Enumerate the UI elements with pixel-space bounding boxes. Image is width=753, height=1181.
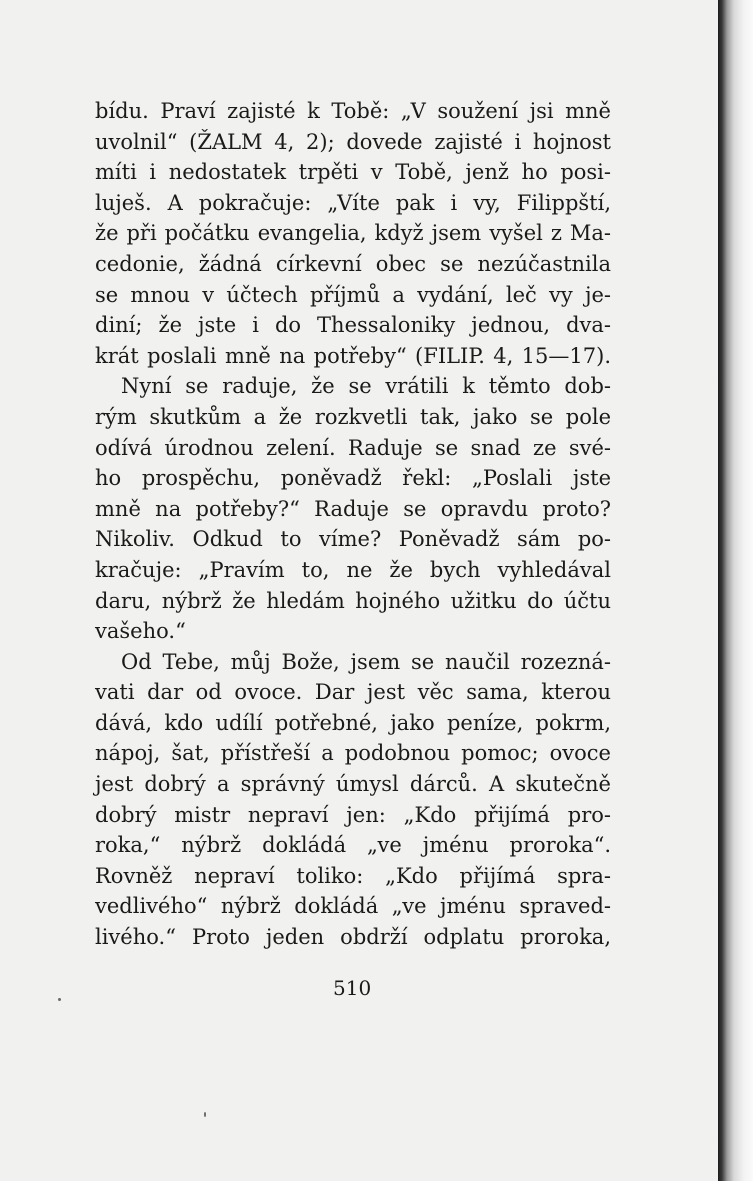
text-line: vedlivého“ nýbrž dokládá „ve jménu spraved- (95, 894, 611, 919)
text-line: míti i nedostatek trpěti v Tobě, jenž ho posi- (95, 160, 611, 185)
text-line: luješ. A pokračuje: „Víte pak i vy, Filippští, (95, 190, 611, 215)
text-line: jest dobrý a správný úmysl dárců. A skutečně (95, 772, 611, 797)
text-line: mně na potřeby?“ Raduje se opravdu proto? (95, 496, 611, 521)
text-line: cedonie, žádná církevní obec se nezúčastnila (95, 251, 611, 276)
text-line: že při počátku evangelia, když jsem vyšel z Ma- (95, 221, 611, 246)
text-line: se mnou v účtech příjmů a vydání, leč vy je- (95, 282, 611, 307)
text-line: livého.“ Proto jeden obdrží odplatu proroka, (95, 925, 611, 950)
paper-speck (58, 998, 61, 1001)
body-text (95, 96, 611, 953)
paragraph-start-line: Od Tebe, můj Bože, jsem se naučil rozezná- (121, 649, 611, 674)
text-line: vati dar od ovoce. Dar jest věc sama, kterou (95, 680, 611, 705)
text-line: kračuje: „Pravím to, ne že bych vyhledával (95, 557, 611, 582)
text-line: rým skutkům a že rozkvetli tak, jako se pole (95, 404, 611, 429)
book-binding-edge (718, 0, 753, 1181)
text-line: Nikoliv. Odkud to víme? Poněvadž sám po- (95, 527, 611, 552)
paragraph-end-line: vašeho.“ (95, 619, 186, 644)
text-line: bídu. Praví zajisté k Tobě: „V soužení jsi mně (95, 99, 611, 123)
text-line: daru, nýbrž že hledám hojného užitku do účtu (95, 588, 611, 613)
text-line: odívá úrodnou zelení. Raduje se snad ze své- (95, 435, 611, 460)
text-line: diní; že jste i do Thessaloniky jednou, dva- (95, 313, 611, 338)
text-line: dobrý mistr nepraví jen: „Kdo přijímá pro- (95, 802, 611, 827)
text-line: krát poslali mně na potřeby“ (FILIP. 4, 15—17). (95, 343, 611, 368)
paragraph-start-line: Nyní se raduje, že se vrátili k těmto dob- (121, 374, 611, 399)
text-line: nápoj, šat, přístřeší a podobnou pomoc; ovoce (95, 741, 611, 766)
text-line: roka,“ nýbrž dokládá „ve jménu proroka“. (95, 833, 611, 858)
text-line: dává, kdo udílí potřebné, jako peníze, pokrm, (95, 710, 611, 735)
text-line: ho prospěchu, poněvadž řekl: „Poslali jste (95, 466, 611, 491)
text-line: uvolnil“ (ŽALM 4, 2); dovede zajisté i hojnost (95, 129, 611, 154)
page-number: 510 (333, 976, 372, 1000)
text-line: Rovněž nepraví toliko: „Kdo přijímá spra- (95, 863, 611, 888)
paper-speck (204, 1112, 206, 1117)
